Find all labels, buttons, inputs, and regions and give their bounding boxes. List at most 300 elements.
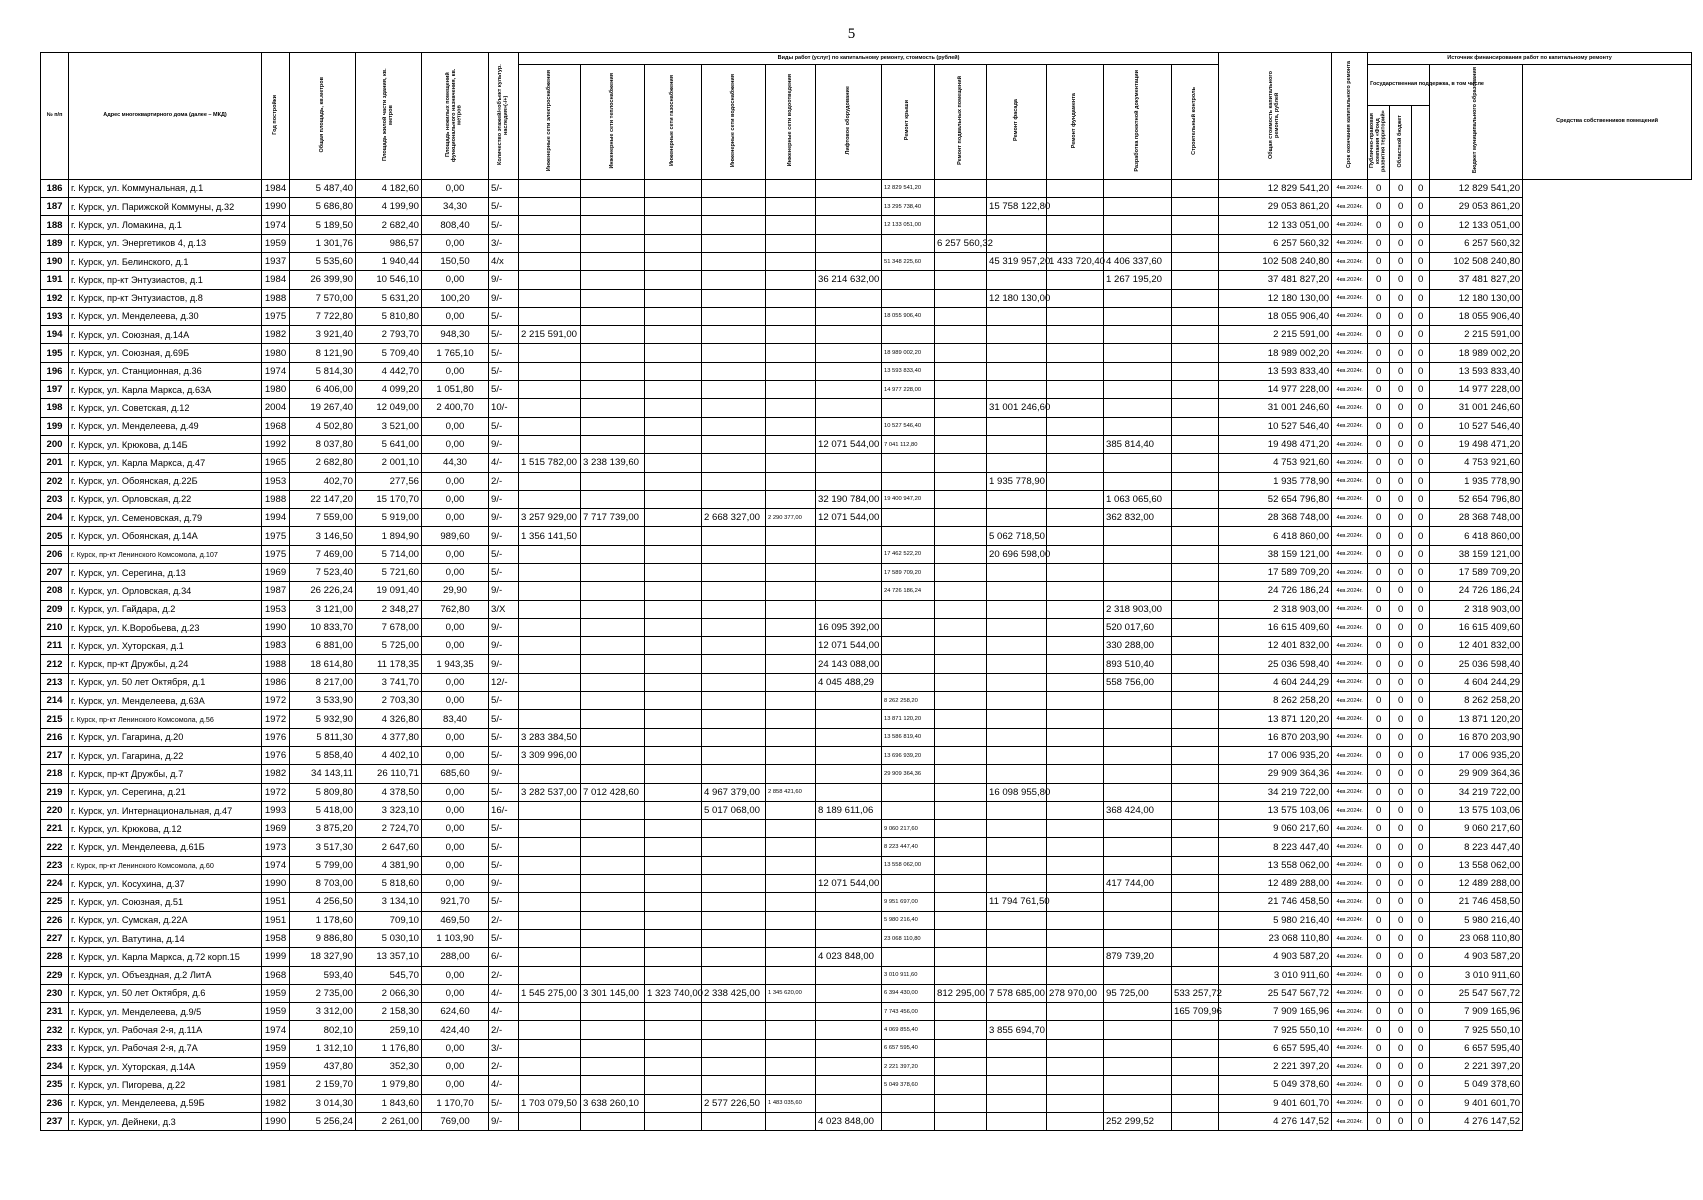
row-living-area: 5 725,00: [356, 637, 422, 655]
row-work-foundation: [1047, 179, 1104, 197]
row-work-supervision: [1172, 655, 1219, 673]
row-nonresidential-area: 0,00: [422, 692, 489, 710]
row-address: г. Курск, пр-кт Энтузиастов, д.1: [69, 271, 262, 289]
row-address: г. Курск, ул. Крюкова, д.14Б: [69, 435, 262, 453]
row-total-cost: 29 053 861,20: [1219, 198, 1332, 216]
row-work-heating: 3 638 260,10: [581, 1094, 645, 1112]
row-municipal: 0: [1412, 198, 1430, 216]
row-work-sewer: [766, 1039, 816, 1057]
row-work-facade: 11 794 761,50: [987, 893, 1047, 911]
row-work-elevator: [816, 582, 882, 600]
row-total-area: 5 932,90: [290, 710, 356, 728]
row-work-sewer: [766, 893, 816, 911]
row-floors: 9/-: [489, 637, 519, 655]
row-fund: 0: [1368, 417, 1390, 435]
row-year: 1965: [262, 454, 290, 472]
row-work-design: [1104, 472, 1172, 490]
row-regional: 0: [1390, 216, 1412, 234]
row-owners-funds: 2 318 903,00: [1430, 600, 1523, 618]
row-work-roof: [882, 618, 935, 636]
row-number: 207: [41, 564, 69, 582]
row-floors: 5/-: [489, 783, 519, 801]
header-term: Срок окончания капитального ремонта: [1332, 53, 1368, 180]
row-work-foundation: [1047, 509, 1104, 527]
row-work-foundation: [1047, 527, 1104, 545]
row-total-area: 8 121,90: [290, 344, 356, 362]
row-nonresidential-area: 0,00: [422, 509, 489, 527]
row-work-heating: [581, 838, 645, 856]
row-work-supervision: [1172, 1076, 1219, 1094]
row-total-cost: 18 055 906,40: [1219, 307, 1332, 325]
row-work-electric: 2 215 591,00: [519, 326, 581, 344]
row-work-foundation: [1047, 801, 1104, 819]
row-work-foundation: [1047, 1094, 1104, 1112]
row-work-gas: [645, 435, 702, 453]
row-nonresidential-area: 769,00: [422, 1112, 489, 1130]
row-number: 220: [41, 801, 69, 819]
row-work-design: 520 017,60: [1104, 618, 1172, 636]
header-owners: Средства собственников помещений: [1523, 65, 1692, 180]
row-work-sewer: [766, 929, 816, 947]
row-term: 4кв.2024г.: [1332, 692, 1368, 710]
row-work-basement: [935, 271, 987, 289]
table-row: [41, 966, 1692, 984]
row-year: 1994: [262, 509, 290, 527]
row-work-heating: 7 012 428,60: [581, 783, 645, 801]
row-floors: 5/-: [489, 344, 519, 362]
row-work-basement: [935, 490, 987, 508]
row-work-sewer: [766, 966, 816, 984]
row-work-gas: [645, 472, 702, 490]
row-municipal: 0: [1412, 362, 1430, 380]
row-term: 4кв.2024г.: [1332, 435, 1368, 453]
row-fund: 0: [1368, 1003, 1390, 1021]
row-work-electric: [519, 820, 581, 838]
row-total-cost: 18 989 002,20: [1219, 344, 1332, 362]
row-work-roof: [882, 399, 935, 417]
row-work-elevator: [816, 234, 882, 252]
row-address: г. Курск, ул. Обоянская, д.14А: [69, 527, 262, 545]
row-address: г. Курск, пр-кт Дружбы, д.24: [69, 655, 262, 673]
row-work-supervision: [1172, 765, 1219, 783]
row-work-sewer: [766, 582, 816, 600]
row-term: 4кв.2024г.: [1332, 417, 1368, 435]
row-work-facade: [987, 673, 1047, 691]
row-work-supervision: [1172, 344, 1219, 362]
row-address: г. Курск, ул. Гагарина, д.22: [69, 746, 262, 764]
row-fund: 0: [1368, 454, 1390, 472]
row-total-cost: 2 221 397,20: [1219, 1058, 1332, 1076]
row-work-facade: [987, 1003, 1047, 1021]
row-work-basement: [935, 454, 987, 472]
row-owners-funds: 37 481 827,20: [1430, 271, 1523, 289]
row-address: г. Курск, ул. Обоянская, д.22Б: [69, 472, 262, 490]
row-work-sewer: 2 290 377,00: [766, 509, 816, 527]
row-number: 195: [41, 344, 69, 362]
row-work-water: [702, 307, 766, 325]
row-year: 1981: [262, 1076, 290, 1094]
row-work-supervision: [1172, 326, 1219, 344]
row-work-water: [702, 362, 766, 380]
row-work-design: [1104, 765, 1172, 783]
row-address: г. Курск, пр-кт Ленинского Комсомола, д.56: [69, 710, 262, 728]
row-work-water: [702, 765, 766, 783]
row-address: г. Курск, ул. Хуторская, д.14А: [69, 1058, 262, 1076]
row-owners-funds: 7 909 165,96: [1430, 1003, 1523, 1021]
row-nonresidential-area: 0,00: [422, 1039, 489, 1057]
row-floors: 9/-: [489, 509, 519, 527]
row-work-roof: [882, 600, 935, 618]
row-municipal: 0: [1412, 582, 1430, 600]
row-number: 226: [41, 911, 69, 929]
row-work-sewer: [766, 765, 816, 783]
row-municipal: 0: [1412, 820, 1430, 838]
row-regional: 0: [1390, 234, 1412, 252]
row-total-area: 18 614,80: [290, 655, 356, 673]
row-living-area: 5 810,80: [356, 307, 422, 325]
row-work-electric: [519, 801, 581, 819]
row-work-roof: 4 069 855,40: [882, 1021, 935, 1039]
row-work-elevator: [816, 746, 882, 764]
row-owners-funds: 4 903 587,20: [1430, 948, 1523, 966]
row-work-facade: [987, 179, 1047, 197]
row-owners-funds: 5 980 216,40: [1430, 911, 1523, 929]
row-work-design: [1104, 1021, 1172, 1039]
row-work-facade: [987, 362, 1047, 380]
row-work-supervision: [1172, 1039, 1219, 1057]
row-work-electric: [519, 344, 581, 362]
row-term: 4кв.2024г.: [1332, 783, 1368, 801]
row-work-heating: [581, 527, 645, 545]
row-work-gas: [645, 564, 702, 582]
row-nonresidential-area: 0,00: [422, 307, 489, 325]
row-number: 228: [41, 948, 69, 966]
row-work-elevator: [816, 454, 882, 472]
row-work-electric: [519, 271, 581, 289]
row-work-roof: [882, 1094, 935, 1112]
row-work-sewer: [766, 911, 816, 929]
row-fund: 0: [1368, 252, 1390, 270]
row-total-cost: 23 068 110,80: [1219, 929, 1332, 947]
row-fund: 0: [1368, 234, 1390, 252]
row-total-cost: 4 903 587,20: [1219, 948, 1332, 966]
row-term: 4кв.2024г.: [1332, 1003, 1368, 1021]
row-work-water: [702, 564, 766, 582]
row-work-supervision: [1172, 728, 1219, 746]
row-work-foundation: [1047, 710, 1104, 728]
row-year: 1987: [262, 582, 290, 600]
row-owners-funds: 9 060 217,60: [1430, 820, 1523, 838]
row-municipal: 0: [1412, 1039, 1430, 1057]
row-work-design: [1104, 929, 1172, 947]
row-floors: 5/-: [489, 326, 519, 344]
table-row: [41, 362, 1692, 380]
row-municipal: 0: [1412, 1058, 1430, 1076]
row-work-elevator: [816, 545, 882, 563]
header-regional: Областной бюджет: [1390, 106, 1412, 180]
row-address: г. Курск, ул. Менделеева, д.30: [69, 307, 262, 325]
row-total-cost: 2 318 903,00: [1219, 600, 1332, 618]
row-nonresidential-area: 34,30: [422, 198, 489, 216]
row-floors: 5/-: [489, 692, 519, 710]
row-total-cost: 16 615 409,60: [1219, 618, 1332, 636]
row-work-gas: [645, 783, 702, 801]
row-work-electric: [519, 179, 581, 197]
row-fund: 0: [1368, 198, 1390, 216]
row-municipal: 0: [1412, 1003, 1430, 1021]
row-work-facade: 7 578 685,00: [987, 984, 1047, 1002]
row-work-design: [1104, 838, 1172, 856]
row-total-cost: 28 368 748,00: [1219, 509, 1332, 527]
row-living-area: 5 714,00: [356, 545, 422, 563]
row-work-facade: [987, 948, 1047, 966]
row-work-sewer: [766, 216, 816, 234]
table-row: [41, 911, 1692, 929]
row-work-roof: 13 295 738,40: [882, 198, 935, 216]
row-work-heating: [581, 966, 645, 984]
row-work-electric: [519, 637, 581, 655]
row-total-area: 5 535,60: [290, 252, 356, 270]
row-municipal: 0: [1412, 1112, 1430, 1130]
row-work-design: [1104, 820, 1172, 838]
row-work-electric: [519, 1021, 581, 1039]
table-row: [41, 984, 1692, 1002]
row-address: г. Курск, ул. Менделеева, д.49: [69, 417, 262, 435]
row-work-foundation: [1047, 289, 1104, 307]
row-work-supervision: [1172, 618, 1219, 636]
row-total-area: 9 886,80: [290, 929, 356, 947]
row-nonresidential-area: 762,80: [422, 600, 489, 618]
row-number: 219: [41, 783, 69, 801]
row-work-electric: 1 703 079,50: [519, 1094, 581, 1112]
row-work-water: [702, 271, 766, 289]
row-address: г. Курск, ул. Менделеева, д.61Б: [69, 838, 262, 856]
row-total-area: 18 327,90: [290, 948, 356, 966]
row-living-area: 2 703,30: [356, 692, 422, 710]
row-term: 4кв.2024г.: [1332, 582, 1368, 600]
table-row: [41, 1058, 1692, 1076]
row-nonresidential-area: 0,00: [422, 435, 489, 453]
row-owners-funds: 24 726 186,24: [1430, 582, 1523, 600]
row-year: 1972: [262, 783, 290, 801]
row-work-water: [702, 929, 766, 947]
row-work-supervision: [1172, 564, 1219, 582]
row-work-water: [702, 1058, 766, 1076]
row-work-electric: [519, 966, 581, 984]
row-work-supervision: [1172, 929, 1219, 947]
row-work-basement: [935, 710, 987, 728]
row-work-basement: [935, 399, 987, 417]
row-floors: 9/-: [489, 765, 519, 783]
row-work-sewer: [766, 326, 816, 344]
row-floors: 2/-: [489, 911, 519, 929]
row-work-heating: [581, 929, 645, 947]
row-municipal: 0: [1412, 966, 1430, 984]
row-address: г. Курск, ул. Советская, д.12: [69, 399, 262, 417]
row-regional: 0: [1390, 362, 1412, 380]
row-work-heating: [581, 564, 645, 582]
row-municipal: 0: [1412, 252, 1430, 270]
row-term: 4кв.2024г.: [1332, 234, 1368, 252]
row-regional: 0: [1390, 637, 1412, 655]
row-total-cost: 31 001 246,60: [1219, 399, 1332, 417]
row-work-supervision: [1172, 783, 1219, 801]
row-term: 4кв.2024г.: [1332, 381, 1368, 399]
row-work-electric: [519, 1076, 581, 1094]
row-work-water: [702, 490, 766, 508]
row-work-basement: [935, 1076, 987, 1094]
header-works-group: Виды работ (услуг) по капитальному ремонту, стоимость (рублей): [519, 53, 1219, 65]
row-work-sewer: [766, 271, 816, 289]
row-work-gas: [645, 600, 702, 618]
row-work-facade: [987, 929, 1047, 947]
row-work-sewer: [766, 344, 816, 362]
row-work-basement: [935, 911, 987, 929]
row-work-heating: [581, 417, 645, 435]
table-row: [41, 289, 1692, 307]
table-row: [41, 381, 1692, 399]
row-work-facade: [987, 801, 1047, 819]
row-work-gas: [645, 271, 702, 289]
row-work-sewer: [766, 454, 816, 472]
row-total-cost: 7 909 165,96: [1219, 1003, 1332, 1021]
row-work-roof: 13 871 120,20: [882, 710, 935, 728]
row-work-sewer: [766, 948, 816, 966]
row-floors: 2/-: [489, 472, 519, 490]
row-total-area: 3 014,30: [290, 1094, 356, 1112]
row-year: 1980: [262, 344, 290, 362]
row-municipal: 0: [1412, 545, 1430, 563]
row-fund: 0: [1368, 1058, 1390, 1076]
row-total-area: 5 686,80: [290, 198, 356, 216]
row-work-facade: 20 696 598,00: [987, 545, 1047, 563]
row-floors: 4/-: [489, 454, 519, 472]
row-nonresidential-area: 0,00: [422, 838, 489, 856]
row-work-facade: 31 001 246,60: [987, 399, 1047, 417]
row-owners-funds: 18 055 906,40: [1430, 307, 1523, 325]
row-address: г. Курск, ул. Крюкова, д.12: [69, 820, 262, 838]
row-term: 4кв.2024г.: [1332, 875, 1368, 893]
row-term: 4кв.2024г.: [1332, 509, 1368, 527]
row-term: 4кв.2024г.: [1332, 710, 1368, 728]
row-work-gas: [645, 1094, 702, 1112]
row-floors: 3/Х: [489, 600, 519, 618]
row-municipal: 0: [1412, 454, 1430, 472]
header-work-water: Инженерные сети водоснабжения: [702, 65, 766, 180]
row-work-design: [1104, 1076, 1172, 1094]
row-fund: 0: [1368, 911, 1390, 929]
row-work-facade: [987, 875, 1047, 893]
row-work-water: [702, 252, 766, 270]
row-number: 234: [41, 1058, 69, 1076]
row-floors: 9/-: [489, 271, 519, 289]
row-number: 217: [41, 746, 69, 764]
row-work-facade: [987, 582, 1047, 600]
table-row: [41, 344, 1692, 362]
row-municipal: 0: [1412, 838, 1430, 856]
row-term: 4кв.2024г.: [1332, 618, 1368, 636]
row-nonresidential-area: 288,00: [422, 948, 489, 966]
row-term: 4кв.2024г.: [1332, 929, 1368, 947]
row-work-water: [702, 875, 766, 893]
row-regional: 0: [1390, 673, 1412, 691]
row-work-basement: [935, 856, 987, 874]
row-nonresidential-area: 1 765,10: [422, 344, 489, 362]
row-work-roof: 12 829 541,20: [882, 179, 935, 197]
row-municipal: 0: [1412, 289, 1430, 307]
row-address: г. Курск, ул. Менделеева, д.63А: [69, 692, 262, 710]
row-work-design: 4 406 337,60: [1104, 252, 1172, 270]
row-work-elevator: [816, 966, 882, 984]
row-work-elevator: 8 189 611,06: [816, 801, 882, 819]
row-work-sewer: [766, 234, 816, 252]
row-work-foundation: [1047, 326, 1104, 344]
row-work-supervision: [1172, 472, 1219, 490]
row-work-heating: [581, 1003, 645, 1021]
row-address: г. Курск, ул. Ломакина, д.1: [69, 216, 262, 234]
row-work-roof: [882, 326, 935, 344]
row-year: 1968: [262, 417, 290, 435]
row-work-gas: [645, 252, 702, 270]
row-owners-funds: 9 401 601,70: [1430, 1094, 1523, 1112]
row-fund: 0: [1368, 1021, 1390, 1039]
row-number: 199: [41, 417, 69, 435]
row-term: 4кв.2024г.: [1332, 252, 1368, 270]
row-work-gas: [645, 856, 702, 874]
row-work-water: [702, 1039, 766, 1057]
row-work-supervision: [1172, 746, 1219, 764]
row-total-area: 593,40: [290, 966, 356, 984]
row-work-design: [1104, 710, 1172, 728]
row-regional: 0: [1390, 545, 1412, 563]
row-nonresidential-area: 0,00: [422, 472, 489, 490]
table-row: [41, 564, 1692, 582]
row-regional: 0: [1390, 929, 1412, 947]
row-fund: 0: [1368, 765, 1390, 783]
row-floors: 4/-: [489, 1003, 519, 1021]
row-municipal: 0: [1412, 234, 1430, 252]
row-term: 4кв.2024г.: [1332, 344, 1368, 362]
row-owners-funds: 1 935 778,90: [1430, 472, 1523, 490]
row-work-heating: 3 238 139,60: [581, 454, 645, 472]
row-work-water: 5 017 068,00: [702, 801, 766, 819]
row-total-area: 3 533,90: [290, 692, 356, 710]
row-total-area: 19 267,40: [290, 399, 356, 417]
row-work-gas: [645, 527, 702, 545]
row-work-electric: [519, 234, 581, 252]
row-work-heating: [581, 198, 645, 216]
row-term: 4кв.2024г.: [1332, 362, 1368, 380]
row-work-sewer: [766, 564, 816, 582]
row-living-area: 2 647,60: [356, 838, 422, 856]
row-number: 206: [41, 545, 69, 563]
row-work-design: [1104, 381, 1172, 399]
row-owners-funds: 17 006 935,20: [1430, 746, 1523, 764]
row-work-design: [1104, 417, 1172, 435]
row-work-basement: [935, 198, 987, 216]
row-fund: 0: [1368, 728, 1390, 746]
row-work-facade: [987, 710, 1047, 728]
row-regional: 0: [1390, 838, 1412, 856]
row-address: г. Курск, ул. Союзная, д.14А: [69, 326, 262, 344]
row-work-roof: 14 977 228,00: [882, 381, 935, 399]
row-owners-funds: 7 925 550,10: [1430, 1021, 1523, 1039]
row-work-elevator: [816, 984, 882, 1002]
row-work-design: 1 267 195,20: [1104, 271, 1172, 289]
row-work-water: [702, 655, 766, 673]
row-work-water: [702, 838, 766, 856]
row-term: 4кв.2024г.: [1332, 1039, 1368, 1057]
